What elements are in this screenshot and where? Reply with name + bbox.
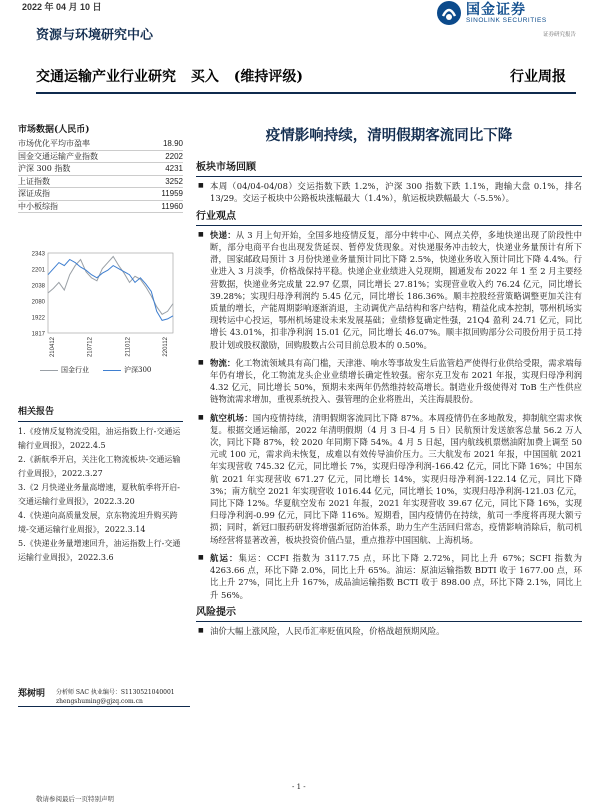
analyst-sac: 分析师 SAC 执业编号：S1130521040001 xyxy=(56,689,175,696)
view-lead: 物流： xyxy=(210,357,236,368)
y-tick-label: 1817 xyxy=(31,331,45,338)
company-logo xyxy=(436,0,576,38)
market-label: 沪深 300 指数 xyxy=(18,164,71,173)
related-reports xyxy=(18,405,183,565)
page-number: - 1 - xyxy=(292,783,306,791)
footer-disclaimer: 敬请参阅最后一页特别声明 xyxy=(36,795,114,803)
market-value: 4231 xyxy=(165,164,183,173)
analyst-email[interactable]: zhengshuming@gjzq.com.cn xyxy=(56,698,143,705)
market-value: 3252 xyxy=(165,176,183,186)
y-tick-label: 2080 xyxy=(31,299,45,306)
view-text: 国内疫情持续，清明假期客流同比下降 87%。本周疫情仍在多地散发，抑制航空需求恢复。根据交通运输部，2022 年清明假期（4 月 3 日-4 月 5 日）民航预计发送旅客总量 56.2 万人次，同比下降 87%，较 2020 年同期下降 54%。4 月 5 日起，国内航线机票燃油附加费上调至 50 元或 100 元，需求尚未恢复，成难以有效传导油价压力。三大航发布 2021 年报，中国国航 2021 年实现营收 745.32 亿元，同比增长 7%，实现归母净利润-166.42 亿元，同比下降 16%；中国东航 2021 年实现营收 671.27 亿元，同比增长 14%，实现归母净利润-122.14 亿元，同比下降 3%；南方航空 2021 年实现营收 1016.44 亿元，同比增长 10%，实现归母净利润-121.03 亿元，同比下降 12%。华夏航空发布 2021 年报，2021 年实现营收 39.67 亿元，同比下降 16%，实现归母净利润-0.99 亿元，同比下降 116%。短期看，国内疫情仍在持续，航司一季度将再现大额亏损；同时，新冠口服药研发将增强新冠防治体系，助力生产生活回归常态，疫情影响消除后，航司机场经营将显著改善，板块投资价值凸显，重点推荐中国国航、上海机场。 xyxy=(210,412,582,545)
market-label: 深证成指 xyxy=(18,189,50,198)
view-lead: 航运： xyxy=(210,552,239,563)
x-tick-label: 210712 xyxy=(87,337,94,358)
analyst-divider xyxy=(18,706,190,707)
legend-swatch-b xyxy=(103,370,121,371)
market-value: 18.90 xyxy=(162,139,183,148)
market-row xyxy=(18,138,183,151)
chart-frame xyxy=(48,253,173,333)
report-link[interactable]: 4.《快递向高质量发展，京东物流坦升购买跨境-交通运输行业周报》，2022.3.14 xyxy=(18,511,178,534)
legend-label-a: 国金行业 xyxy=(61,366,89,374)
report-link[interactable]: 5.《快递业务量增速回升，油运指数上行-交通运输行业周报》，2022.3.6 xyxy=(18,539,181,562)
industry-title-row xyxy=(36,66,313,86)
logo-cn: 国金证券 xyxy=(466,2,526,18)
market-row xyxy=(18,188,183,201)
view-paragraph xyxy=(196,229,582,351)
report-headline: 疫情影响持续，清明假期客流同比下降 xyxy=(265,127,513,144)
market-row xyxy=(18,176,183,189)
y-tick-label: 2038 xyxy=(31,283,45,290)
section-heading-views: 行业观点 xyxy=(196,211,582,226)
review-paragraph: ■ 本周（04/04-04/08）交运指数下跌 1.2%，沪深 300 指数下跌 1.1%，跑输大盘 0.1%，排名 13/29。交运子板块中公路板块涨幅最大（1.4%），航运板块跌幅最大（-5.5%）。 xyxy=(196,180,582,204)
market-row xyxy=(18,163,183,176)
series-line-0 xyxy=(48,257,173,315)
section-heading-risk: 风险提示 xyxy=(196,607,582,622)
index-line-chart xyxy=(18,245,183,375)
report-link[interactable]: 3.《2 月快递业务量高增速，夏秋航季将开启-交通运输行业周报》，2022.3.20 xyxy=(18,483,180,506)
x-tick-label: 220112 xyxy=(163,337,169,357)
y-tick-label: 1922 xyxy=(31,315,45,322)
rating-note: (维持评级) xyxy=(233,69,303,85)
market-row xyxy=(18,151,183,164)
market-value: 2202 xyxy=(165,151,183,161)
analyst-name: 郑树明 xyxy=(18,689,46,699)
rating-action: 买入 xyxy=(190,69,219,85)
chart-legend xyxy=(40,365,151,375)
series-line-1 xyxy=(48,260,173,321)
report-date: 2022 年 04 月 10 日 xyxy=(22,2,102,12)
view-paragraph xyxy=(196,357,582,406)
view-paragraph xyxy=(196,552,582,601)
legend-item-b xyxy=(103,365,151,375)
legend-swatch-a xyxy=(40,370,58,371)
market-value: 11960 xyxy=(161,201,183,211)
y-tick-label: 2343 xyxy=(31,251,45,258)
main-content xyxy=(196,158,582,643)
view-lead: 航空机场： xyxy=(210,412,253,423)
y-tick-label: 2201 xyxy=(31,267,45,274)
view-text: 从 3 月上旬开始，全国多地疫情反复，部分中转中心、网点关停，多地快递出现了阶段性中断，部分电商平台也出现发货延误、暂停发货现象。对快递服务冲击较大，快递业务量预计有所下滑，国家邮政局预计 3 月份快递业务量预计同比下降 2.5%，快递业务收入预计同比下降 4.4%。行业进入 3 月淡季，价格战保持平稳。快递企业业绩进入兑现期，圆通发布 2022 年 1 至 2 月主要经营数据，快递业务完成量 22.97 亿票，同比增长 27.81%；实现营业收入约 76.24 亿元，同比增长 39.28%；实现归母净利润约 5.45 亿元，同比增长 186.36%。顺丰控股经营策略调整更加关注有质量的增长，产能周期影响逐渐消退，主动调优产品结构和客户结构，精益化成本控制，鄂州机场实现转运中心投运，鄂州机场建设未来发展基础；业绩修复确定性强，21Q4 盈利 24.71 亿元，同比增长 43.01%，扣非净利润 15.01 亿元，同比增长 46.07%。顺丰拟回购部分公司股份用于员工持股计划或股权激励，回购股数占公司目前总股本的 0.50%。 xyxy=(210,229,582,350)
market-data-panel xyxy=(18,122,183,213)
view-text: 化工物流领域具有高门槛，天津港、响水等事故发生后监管趋严使得行业供给受限，需求端每年仍有增长，化工物流龙头企业业绩增长确定性较强。密尔克卫发布 2021 年报，实现归母净利润 4.32 亿元，同比增长 50%，预期未来两年仍然维持较高增长。制造业升级使得对 ToB 生产性供应链物流需求增加，重视系统投入、强管理的企业将胜出，关注海晨股份。 xyxy=(210,357,583,405)
market-label: 上证指数 xyxy=(18,176,50,186)
market-label: 市场优化平均市盈率 xyxy=(18,139,90,148)
x-tick-label: 210412 xyxy=(50,337,56,358)
logo-en: SINOLINK SECURITIES xyxy=(466,17,547,24)
report-link[interactable]: 1.《疫情反复物流受阻，油运指数上行-交通运输行业周报》，2022.4.5 xyxy=(18,427,181,450)
logo-icon xyxy=(436,0,462,26)
view-lead: 快递： xyxy=(210,229,236,240)
research-center: 资源与环境研究中心 xyxy=(36,28,154,43)
logo-sub: 证券研究报告 xyxy=(542,32,576,38)
legend-label-b: 沪深300 xyxy=(124,366,152,374)
related-reports-title: 相关报告 xyxy=(18,405,183,422)
report-link[interactable]: 2.《新航季开启，关注化工物流板块-交通运输行业周报》，2022.3.27 xyxy=(18,455,181,478)
market-label: 国金交通运输产业指数 xyxy=(18,151,98,161)
report-type: 行业周报 xyxy=(510,69,566,85)
market-value: 11959 xyxy=(161,189,183,198)
risk-paragraph: ■ 油价大幅上涨风险，人民币汇率贬值风险，价格战超预期风险。 xyxy=(196,625,582,637)
market-data-title: 市场数据(人民币) xyxy=(18,125,90,135)
legend-item-a xyxy=(40,365,89,375)
view-paragraph xyxy=(196,412,582,546)
view-text: 集运：CCFI 指数为 3117.75 点，环比下降 2.72%，同比上升 67%；SCFI 指数为 4263.66 点，环比下降 2.0%，同比上升 65%。油运：原油运输指数 BDTI 收于 1677.00 点，环比上升 27%，同比上升 167%，成品油运输指数 BCTI 收于 898.00 点，环比下降 2.1%，同比上升 56%。 xyxy=(210,552,582,600)
header-divider xyxy=(36,92,576,94)
industry-name: 交通运输产业行业研究 xyxy=(36,69,176,85)
section-heading-review: 板块市场回顾 xyxy=(196,162,582,177)
market-row xyxy=(18,201,183,214)
market-label: 中小板综指 xyxy=(18,201,58,211)
x-tick-label: 211012 xyxy=(125,337,132,357)
